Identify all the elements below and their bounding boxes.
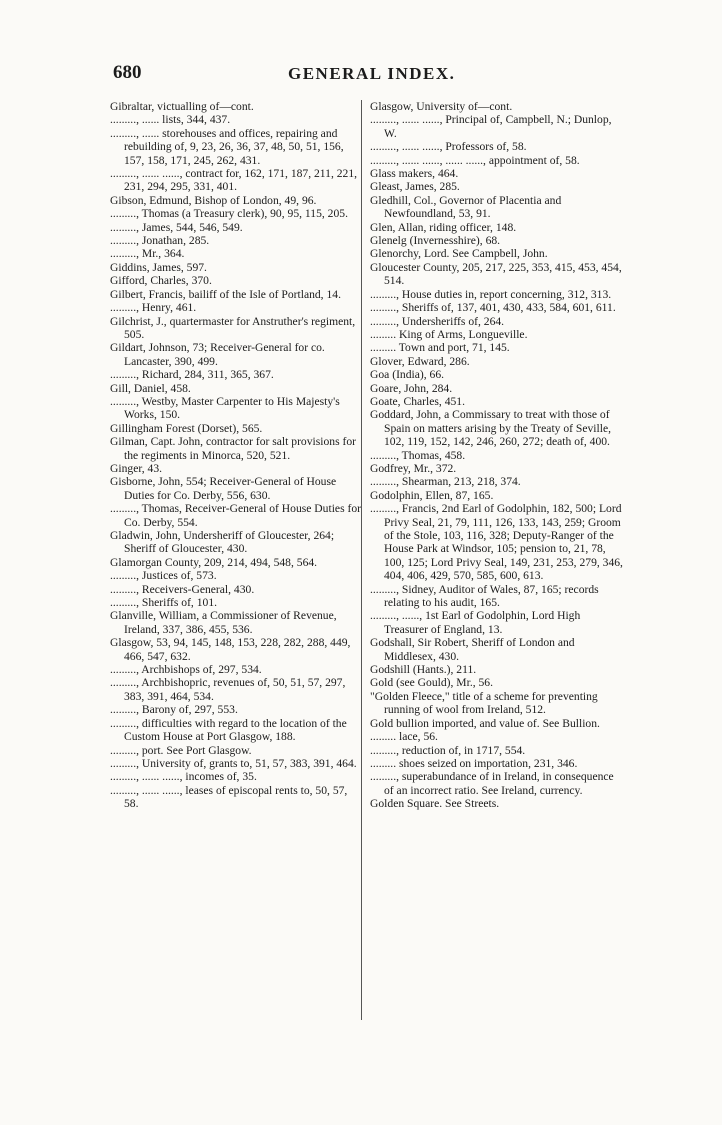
index-entry: Godolphin, Ellen, 87, 165. <box>370 488 494 502</box>
index-entry: Gildart, Johnson, 73; Receiver-General for co. Lancaster, 390, 499. <box>110 341 325 368</box>
index-entry: ........., Undersheriffs of, 264. <box>370 314 505 328</box>
right-column <box>370 100 626 811</box>
index-entry: Gleast, James, 285. <box>370 180 460 194</box>
index-entry: Glanville, William, a Commissioner of Revenue, Ireland, 337, 386, 455, 536. <box>110 609 337 636</box>
index-entry: ........., reduction of, in 1717, 554. <box>370 743 526 757</box>
index-entry: ........., Shearman, 213, 218, 374. <box>370 475 521 489</box>
index-entry: ........., difficulties with regard to the location of the Custom House at Port Glasgow, 188. <box>110 716 347 744</box>
index-entry: "Golden Fleece," title of a scheme for preventing running of wool from Ireland, 512. <box>370 689 598 717</box>
index-entry: Glen, Allan, riding officer, 148. <box>370 220 517 234</box>
index-entry: Gilman, Capt. John, contractor for salt provisions for the regiments in Minorca, 520, 521. <box>110 435 356 462</box>
index-entry: ........., University of, grants to, 51, 57, 383, 391, 464. <box>110 756 357 770</box>
index-entry: Godshall, Sir Robert, Sheriff of London and Middlesex, 430. <box>370 636 575 663</box>
index-entry: Gisborne, John, 554; Receiver-General of House Duties for Co. Derby, 556, 630. <box>110 475 337 502</box>
index-entry: Ginger, 43. <box>110 461 163 475</box>
index-entry: Goare, John, 284. <box>370 381 453 395</box>
index-entry: ........., Justices of, 573. <box>110 569 217 583</box>
index-entry: Golden Square. See Streets. <box>370 797 500 811</box>
index-entry: ........., ...... ......, incomes of, 35. <box>110 770 257 784</box>
index-entry: ........., James, 544, 546, 549. <box>110 220 243 234</box>
index-entry: ......... King of Arms, Longueville. <box>370 327 528 341</box>
index-entry: ........., ...... ......, leases of episcopal rents to, 50, 57, 58. <box>110 783 348 811</box>
index-entry: Gilbert, Francis, bailiff of the Isle of Portland, 14. <box>110 287 341 301</box>
index-entry: ........., Archbishopric, revenues of, 50, 51, 57, 297, 383, 391, 464, 534. <box>110 676 346 703</box>
index-entry: ........., Francis, 2nd Earl of Godolphin, 182, 500; Lord Privy Seal, 21, 79, 111, 126, 133, 143, 259; Groom of the Stole, 103, 116, 328; Deputy-Ranger of the House Park at Windsor, 105; pension to, 21, 78, 100, 125; Lord Privy Seal, 149, 231, 253, 279, 346, 404, 406, 429, 570, 585, 600, 613. <box>370 502 623 583</box>
index-entry: ......... Town and port, 71, 145. <box>370 341 510 355</box>
index-entry: ........., Archbishops of, 297, 534. <box>110 663 262 677</box>
index-entry: Goa (India), 66. <box>370 368 445 382</box>
index-entry: Giddins, James, 597. <box>110 260 207 274</box>
index-entry: Glasgow, 53, 94, 145, 148, 153, 228, 282, 288, 449, 466, 547, 632. <box>110 636 351 663</box>
index-entry: ........., House duties in, report concerning, 312, 313. <box>370 287 612 301</box>
index-entry: Glass makers, 464. <box>370 167 459 181</box>
index-entry: ......... shoes seized on importation, 231, 346. <box>370 756 578 770</box>
index-entry: ........., ...... ......, Professors of, 58. <box>370 140 527 154</box>
index-entry: Glenelg (Invernesshire), 68. <box>370 234 501 248</box>
index-entry: Godfrey, Mr., 372. <box>370 461 457 475</box>
index-entry: Gillingham Forest (Dorset), 565. <box>110 421 263 435</box>
index-entry: ........., port. See Port Glasgow. <box>110 743 252 757</box>
index-entry: Godshill (Hants.), 211. <box>370 663 477 677</box>
index-entry: ........., Receivers-General, 430. <box>110 582 255 596</box>
index-entry: ........., Mr., 364. <box>110 247 185 261</box>
index-entry: Goddard, John, a Commissary to treat with those of Spain on matters arising by the Treaty of Seville, 102, 119, 152, 142, 246, 260, 272; death of, 400. <box>370 408 612 449</box>
index-entry: ........., Thomas, Receiver-General of House Duties for Co. Derby, 554. <box>110 502 361 529</box>
index-entry: Gill, Daniel, 458. <box>110 381 191 395</box>
index-entry: ........., Sheriffs of, 101. <box>110 596 218 610</box>
index-entry: ........., Jonathan, 285. <box>110 234 210 248</box>
index-entry: ........., Thomas, 458. <box>370 448 466 462</box>
page-number: 680 <box>113 62 142 83</box>
index-entry: Gibson, Edmund, Bishop of London, 49, 96. <box>110 193 317 207</box>
index-entry: Gilchrist, J., quartermaster for Anstruther's regiment, 505. <box>110 314 356 341</box>
index-entry: ........., Sheriffs of, 137, 401, 430, 433, 584, 601, 611. <box>370 301 616 315</box>
index-entry: Gold bullion imported, and value of. See Bullion. <box>370 716 600 730</box>
index-entry: ........., ...... ......, ...... ......, appointment of, 58. <box>370 153 580 167</box>
index-entry: Gledhill, Col., Governor of Placentia and Newfoundland, 53, 91. <box>370 193 562 221</box>
index-entry: ........., Sidney, Auditor of Wales, 87, 165; records relating to his audit, 165. <box>370 582 599 610</box>
index-entry: ........., Barony of, 297, 553. <box>110 703 238 717</box>
index-entry: ........., Westby, Master Carpenter to His Majesty's Works, 150. <box>110 394 340 422</box>
index-entry: ........., ...... ......, contract for, 162, 171, 187, 211, 221, 231, 294, 295, 331, 401. <box>110 167 358 194</box>
index-entry: Goate, Charles, 451. <box>370 394 465 408</box>
index-entry: ........., Richard, 284, 311, 365, 367. <box>110 368 274 382</box>
index-entry: ........., ......, 1st Earl of Godolphin, Lord High Treasurer of England, 13. <box>370 609 581 636</box>
index-entry: Gibraltar, victualling of—cont. <box>110 100 254 113</box>
index-entry: ........., Thomas (a Treasury clerk), 90, 95, 115, 205. <box>110 207 348 221</box>
index-entry: Glamorgan County, 209, 214, 494, 548, 564. <box>110 555 318 569</box>
index-entry: Glover, Edward, 286. <box>370 354 470 368</box>
index-entry: Glenorchy, Lord. See Campbell, John. <box>370 247 548 261</box>
index-entry: ........., Henry, 461. <box>110 301 197 315</box>
index-entry: Gifford, Charles, 370. <box>110 274 212 288</box>
index-entry: Gloucester County, 205, 217, 225, 353, 415, 453, 454, 514. <box>370 260 622 288</box>
index-entry: Gold (see Gould), Mr., 56. <box>370 676 494 690</box>
index-entry: Glasgow, University of—cont. <box>370 100 513 113</box>
index-entry: Gladwin, John, Undersheriff of Gloucester, 264; Sheriff of Gloucester, 430. <box>110 529 335 556</box>
page-title: GENERAL INDEX. <box>288 64 456 83</box>
left-column <box>110 100 362 811</box>
index-entry: ......... lace, 56. <box>370 730 438 744</box>
index-entry: ........., ...... storehouses and offices, repairing and rebuilding of, 9, 23, 26, 36, 37, 48, 50, 51, 156, 157, 158, 171, 245, 262, 431. <box>110 126 344 167</box>
index-entry: ........., ...... lists, 344, 437. <box>110 113 231 127</box>
index-entry: ........., ...... ......, Principal of, Campbell, N.; Dunlop, W. <box>370 113 612 140</box>
index-entry: ........., superabundance of in Ireland, in consequence of an incorrect ratio. See Ireland, currency. <box>370 770 614 797</box>
